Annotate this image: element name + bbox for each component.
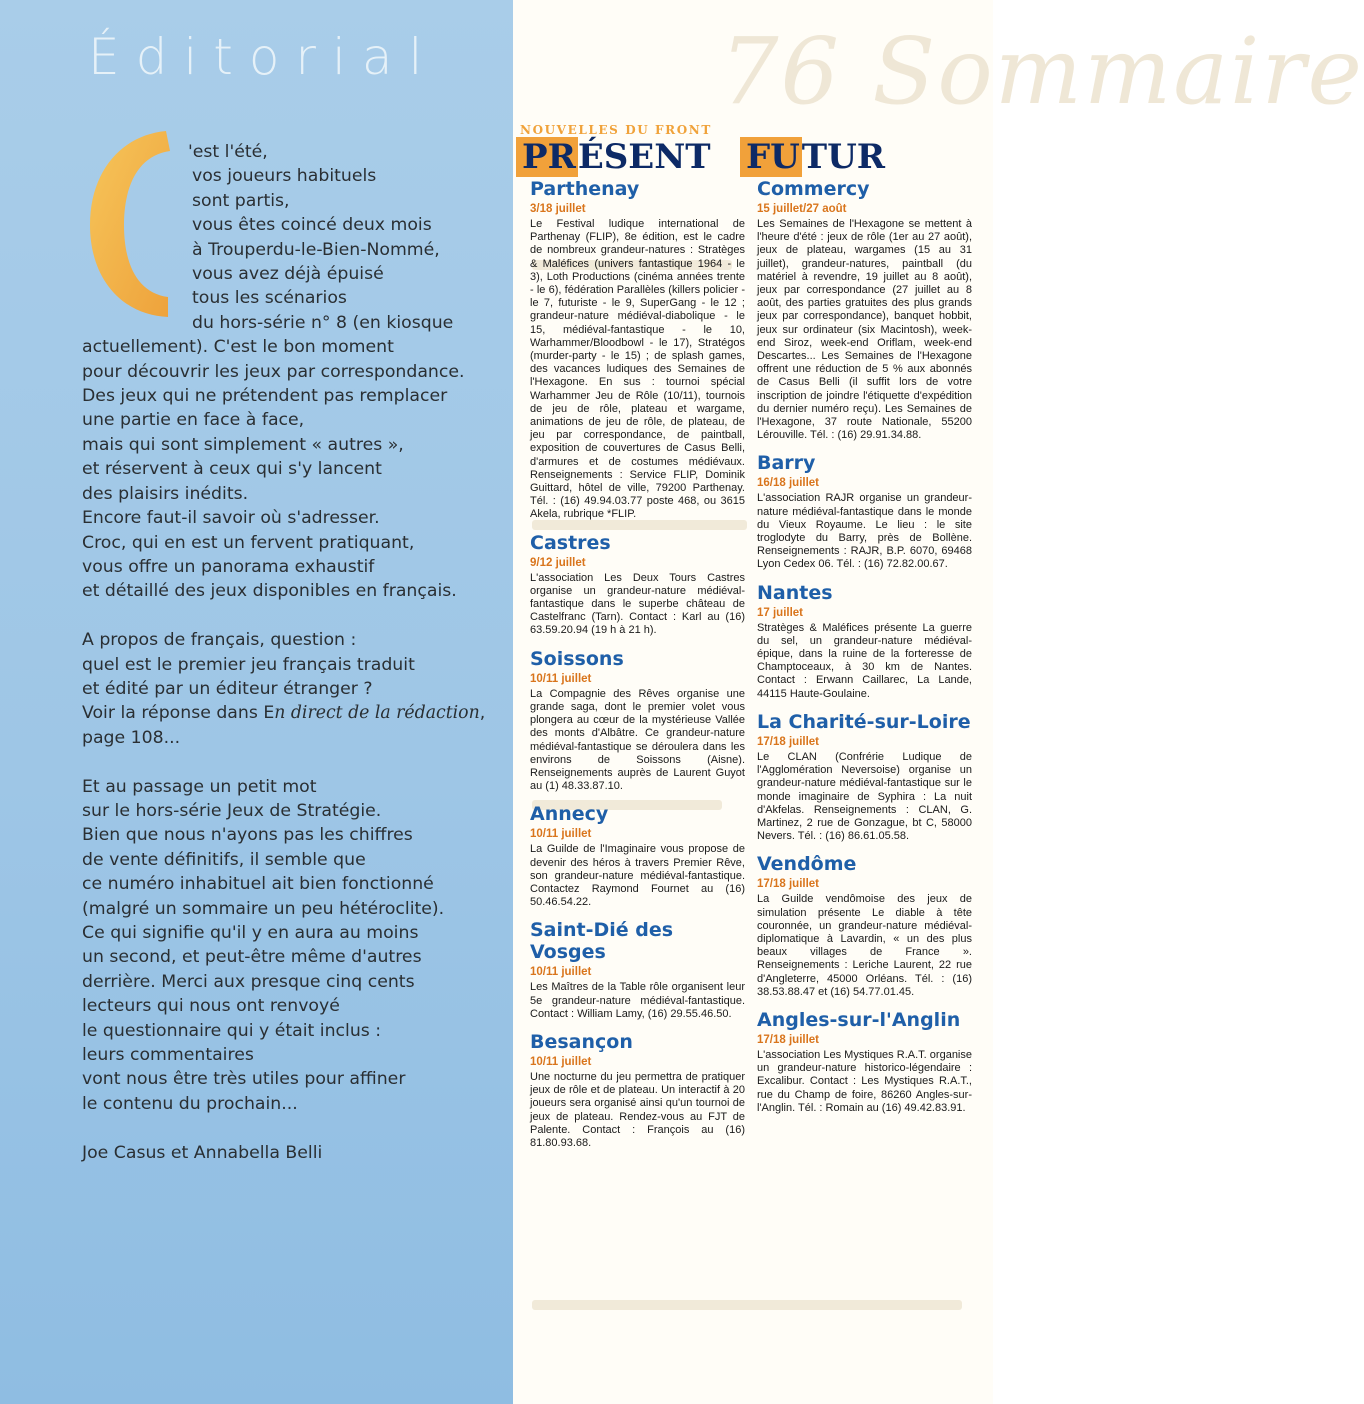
editorial-line: mais qui sont simplement « autres »,	[82, 434, 404, 455]
editorial-line: lecteurs qui nous ont renvoyé	[82, 996, 340, 1017]
editorial-line: leurs commentaires	[82, 1045, 254, 1065]
news-city: Annecy	[530, 803, 609, 826]
editorial-line: quel est le premier jeu français traduit	[82, 654, 415, 675]
news-body: Les Maîtres de la Table rôle organisent leur 5e grandeur-nature médiéval-fantastique. Contact : William Lamy, (16) 29.55.46.50.	[530, 981, 745, 1020]
editorial-line: Croc, qui en est un fervent pratiquant,	[82, 532, 415, 553]
news-date: 9/12 juillet	[530, 556, 586, 569]
editorial-line: A propos de français, question :	[82, 630, 357, 651]
editorial-line: Ce qui signifie qu'il y en aura au moins	[82, 922, 419, 943]
futur-column	[757, 178, 972, 1125]
news-date: 16/18 juillet	[757, 477, 820, 490]
editorial-line: vous êtes coincé deux mois	[192, 215, 432, 236]
editorial-line: vous offre un panorama exhaustif	[82, 556, 375, 577]
editorial-line: le questionnaire qui y était inclus :	[82, 1020, 382, 1041]
news-item	[757, 582, 972, 701]
news-date: 15 juillet/27 août	[757, 203, 847, 215]
news-body: La Compagnie des Rêves organise une grande saga, dont le premier volet vous plongera au cœur de la mystérieuse Vallée des monts d'Albâtre. Ce grandeur-nature médiéval-fantastique se déroulera dans les environs de Soissons (Aisne). Renseignements auprès de Laurent Guyot au (1) 48.33.87.10.	[530, 687, 745, 793]
news-city: Commercy	[757, 178, 870, 200]
news-date: 10/11 juillet	[530, 966, 592, 979]
editorial-line: sont partis,	[192, 190, 290, 211]
news-city: La Charité-sur-Loire	[757, 710, 971, 733]
editorial-line: 'est l'été,	[188, 142, 268, 162]
editorial-line: (malgré un sommaire un peu hétéroclite).	[82, 898, 445, 919]
news-body: Le CLAN (Confrérie Ludique de l'Agglomération Neversoise) organise un grandeur-nature médiéval-fantastique sur le monde imaginaire de Syphira : La nuit d'Akfelas. Renseignements : CLAN, G. Martinez, 2 rue de Gonzague, bt C, 58000 Nevers. Tél. : (16) 86.61.05.58.	[757, 750, 972, 843]
news-date: 17/18 juillet	[757, 735, 820, 748]
news-city: Soissons	[530, 647, 624, 670]
news-item	[530, 532, 745, 638]
news-body: Le Festival ludique international de Parthenay (FLIP), 8e édition, est le cadre de nombreux grandeur-natures : Stratèges & Maléfices (univers fantastique 1964 - le 3), Loth Productions (cinéma années trente - le 6), fédération Parallèles (killers policier - le 7, futuriste - le 9, SuperGang - le 12 ; grandeur-nature médiéval-diabolique - le 15, médiéval-fantastique - le 10, Warhammer/Bloodbowl - le 17), Stratégos (murder-party - le 15) ; de splash games, des vacances ludiques des Semaines de l'Hexagone. En sus : tournoi spécial Warhammer Jeu de Rôle (10/11), tournois de jeu de rôle, plateau et wargame, animations de jeu de rôle, de plateau, de jeu par correspondance, de paintball, exposition de couvertures de Casus Belli, d'armures et de costumes médiévaux. Renseignements : Service FLIP, Dominik Guittard, hôtel de ville, 79200 Parthenay. Tél. : (16) 49.94.03.77 poste 468, ou 3615 Akela, rubrique *FLIP.	[530, 218, 745, 521]
news-item	[530, 178, 745, 522]
editorial-line: et réservent à ceux qui s'y lancent	[82, 459, 382, 480]
news-item	[757, 711, 972, 843]
editorial-line: Des jeux qui ne prétendent pas remplacer	[82, 386, 448, 407]
news-body: La Guilde vendômoise des jeux de simulation présente Le diable à tête couronnée, un grandeur-nature médiéval-diplomatique à Lavardin, « un des plus beaux villages de France ». Renseignements : Leriche Laurent, 22 rue d'Angleterre, 45000 Orléans. Tél. : (16) 38.53.88.47 et (16) 54.77.01.45.	[757, 893, 972, 998]
editorial-line: sur le hors-série Jeux de Stratégie.	[82, 800, 382, 821]
editorial-line: Bien que nous n'ayons pas les chiffres	[82, 825, 413, 846]
editorial-title: Éditorial	[88, 28, 439, 86]
section-label: NOUVELLES DU FRONT	[520, 123, 712, 137]
editorial-line: ce numéro inhabituel ait bien fonctionné	[82, 874, 434, 895]
news-city: Parthenay	[530, 178, 640, 200]
news-body: Stratèges & Maléfices présente La guerre du sel, un grandeur-nature médiéval-épique, dans la ruine de la forteresse de Champtoceaux, à 30 km de Nantes. Contact : Erwann Caillarec, La Lande, 44115 Haute-Goulaine.	[757, 621, 972, 700]
news-date: 10/11 juillet	[530, 828, 592, 841]
editorial-line: de vente définitifs, il semble que	[82, 849, 366, 870]
news-item	[530, 919, 745, 1021]
present-column	[530, 178, 745, 1160]
editorial-line: pour découvrir les jeux par correspondance.	[82, 361, 465, 382]
editorial-signature: Joe Casus et Annabella Belli	[82, 1142, 323, 1163]
editorial-text	[82, 140, 502, 1165]
editorial-line: des plaisirs inédits.	[82, 483, 249, 504]
watermark-text: 76 Sommaire	[720, 18, 1364, 125]
news-body: Une nocturne du jeu permettra de pratiquer jeux de rôle et de plateau. Un interactif à 20 joueurs sera organisé ainsi qu'un tournoi de jeux de plateau. Rendez-vous au FJT de Palente. Contact : François au (16) 81.80.93.68.	[530, 1070, 745, 1149]
watermark-line	[532, 1300, 962, 1310]
news-body: La Guilde de l'Imaginaire vous propose de devenir des héros à travers Premier Rêve, son grandeur-nature médiéval-fantastique. Contactez Raymond Fournet au (16) 50.46.54.22.	[530, 843, 745, 909]
editorial-line: vont nous être très utiles pour affiner	[82, 1069, 406, 1090]
news-date: 17/18 juillet	[757, 878, 820, 891]
news-item	[757, 452, 972, 571]
editorial-line: Et au passage un petit mot	[82, 776, 317, 797]
news-date: 10/11 juillet	[530, 672, 592, 685]
editorial-line: tous les scénarios	[192, 288, 347, 309]
present-heading: PRÉSENT	[516, 137, 711, 177]
news-item	[530, 1031, 745, 1150]
editorial-line: à Trouperdu-le-Bien-Nommé,	[192, 239, 440, 260]
news-city: Vendôme	[757, 853, 857, 876]
news-body: L'association RAJR organise un grandeur-nature médiéval-fantastique dans le monde du Vieux Royaume. Le lieu : le site troglodyte du Barry, près de Bollène. Renseignements : RAJR, B.P. 6070, 69468 Lyon Cedex 06. Tél. : (16) 72.82.00.67.	[757, 492, 972, 571]
news-city: Castres	[530, 531, 611, 554]
editorial-line: du hors-série n° 8 (en kiosque	[192, 312, 454, 333]
editorial-line: et détaillé des jeux disponibles en français.	[82, 581, 457, 602]
editorial-line: un second, et peut-être même d'autres	[82, 947, 422, 968]
editorial-line: page 108...	[82, 727, 181, 748]
news-city: Saint-Dié des Vosges	[530, 919, 674, 964]
editorial-line: vous avez déjà épuisé	[192, 264, 384, 285]
editorial-line: derrière. Merci aux presque cinq cents	[82, 971, 415, 992]
news-date: 10/11 juillet	[530, 1055, 592, 1068]
news-date: 3/18 juillet	[530, 203, 586, 215]
news-city: Nantes	[757, 581, 833, 604]
news-item	[757, 178, 972, 442]
news-date: 17 juillet	[757, 606, 804, 619]
news-body: L'association Les Deux Tours Castres organise un grandeur-nature médiéval-fantastique dans le superbe château de Castelfranc (Tarn). Contact : Karl au (16) 63.59.20.94 (19 h à 21 h).	[530, 571, 745, 637]
editorial-line: le contenu du prochain...	[82, 1093, 298, 1114]
news-item	[530, 648, 745, 794]
news-item	[530, 803, 745, 909]
news-item	[757, 1009, 972, 1115]
editorial-reference-line: Voir la réponse dans En direct de la rédaction,	[82, 703, 486, 724]
editorial-line: et édité par un éditeur étranger ?	[82, 678, 373, 699]
editorial-line: une partie en face à face,	[82, 410, 305, 431]
futur-heading: FUTUR	[740, 137, 885, 177]
editorial-line: Encore faut-il savoir où s'adresser.	[82, 508, 380, 529]
news-body: Les Semaines de l'Hexagone se mettent à l'heure d'été : jeux de rôle (1er au 27 août), jeux de plateau, wargames (15 au 31 juillet), grandeur-natures, paintball (du matériel à revendre, 19 juillet au 8 août), jeux par correspondance (27 juillet au 8 août, des parties gratuites des plus grands jeux par correspondance), banquet hobbit, jeux sur ordinateur (six Macintosh), week-end Siroz, week-end Oriflam, week-end Descartes... Les Semaines de l'Hexagone offrent une réduction de 5 % aux abonnés de Casus Belli (il suffit lors de votre inscription de joindre l'étiquette d'expédition du dernier numéro reçu). Les Semaines de l'Hexagone, 37 route Nationale, 55200 Lérouville. Tél. : (16) 29.91.34.88.	[757, 218, 972, 442]
editorial-line: actuellement). C'est le bon moment	[82, 337, 394, 358]
news-city: Angles-sur-l'Anglin	[757, 1008, 961, 1031]
news-body: L'association Les Mystiques R.A.T. organise un grandeur-nature historico-légendaire : Excalibur. Contact : Les Mystiques R.A.T., rue du Champ de foire, 86260 Angles-sur-l'Anglin. Tél. : Romain au (16) 49.42.83.91.	[757, 1048, 972, 1114]
news-city: Barry	[757, 452, 816, 475]
news-item	[757, 853, 972, 999]
editorial-line: vos joueurs habituels	[192, 166, 377, 187]
news-city: Besançon	[530, 1030, 633, 1053]
news-date: 17/18 juillet	[757, 1033, 820, 1046]
